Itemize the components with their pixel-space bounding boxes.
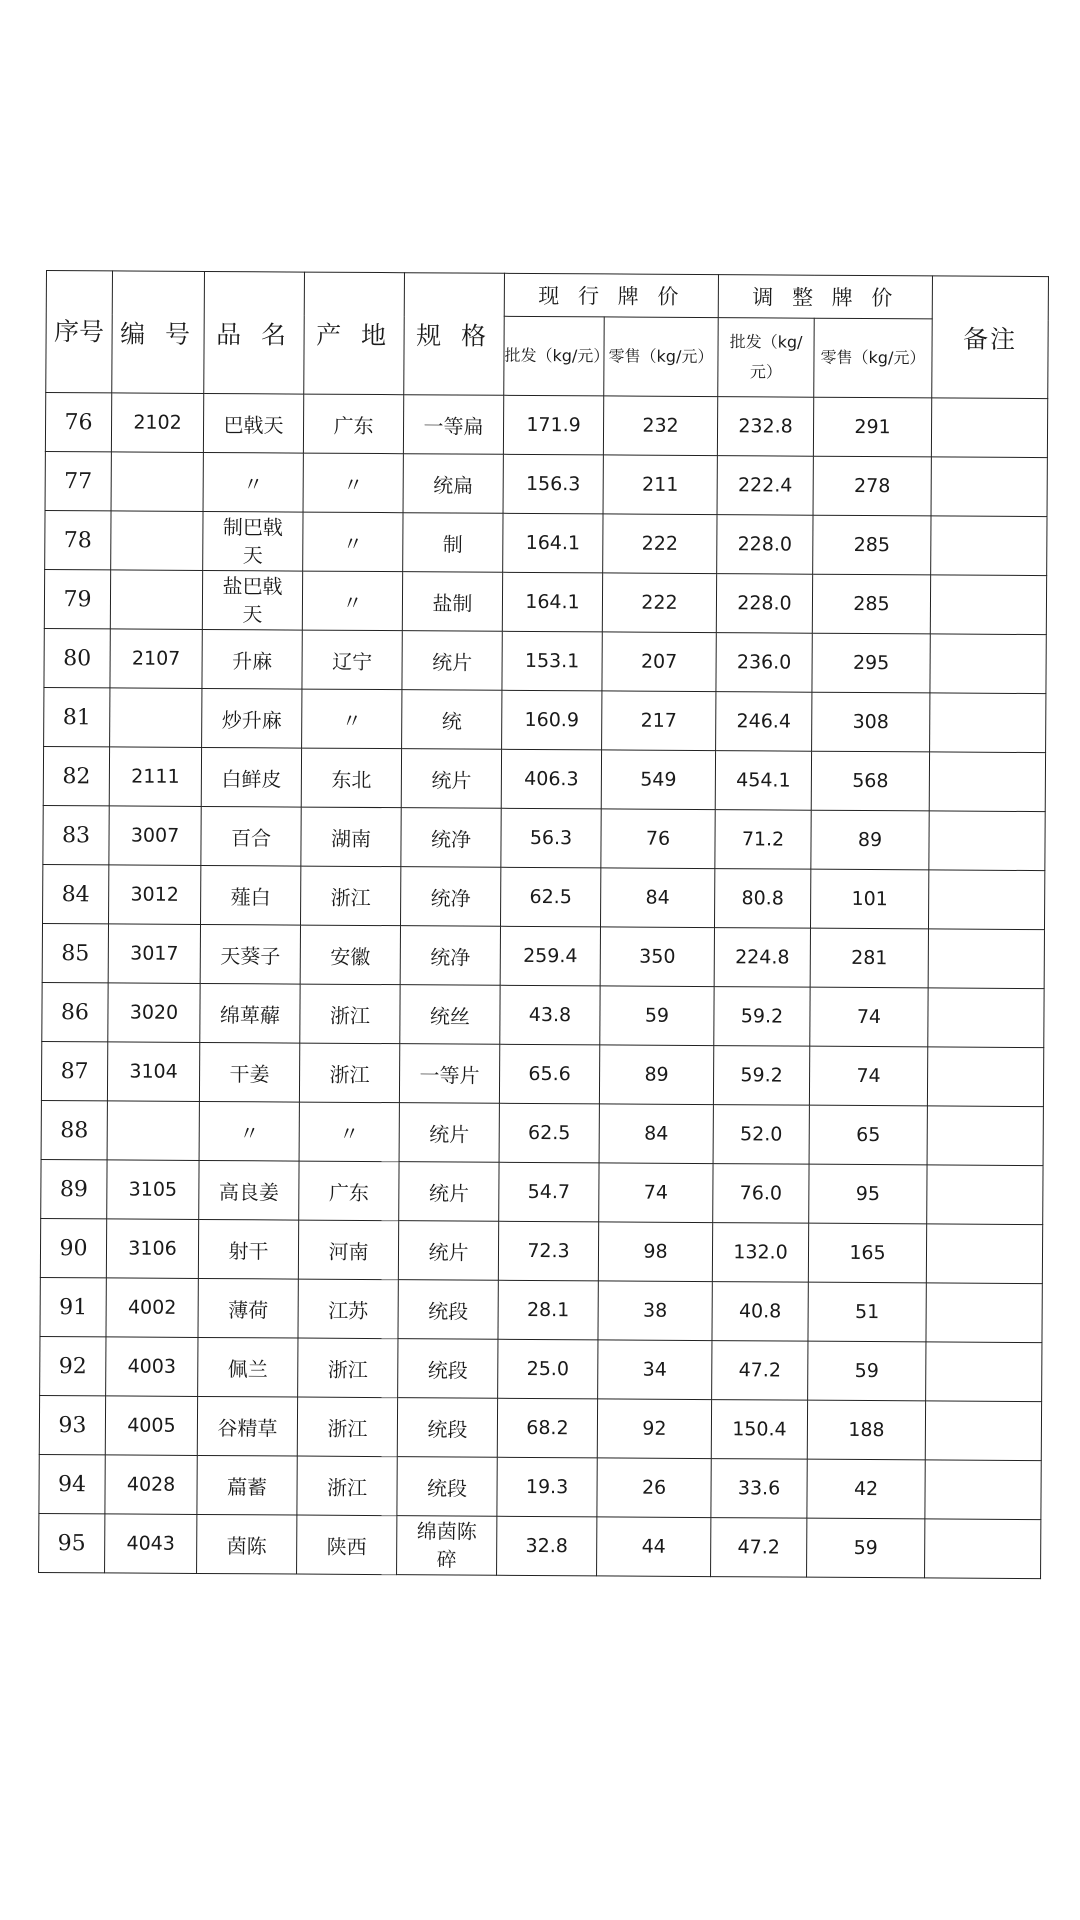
cell-current-retail: 92 bbox=[597, 1399, 711, 1459]
cell-name: 绵萆薢 bbox=[200, 983, 300, 1043]
table-row bbox=[41, 1100, 1043, 1165]
cell-seq: 92 bbox=[40, 1336, 106, 1395]
cell-adjusted-retail: 188 bbox=[807, 1400, 925, 1460]
cell-note bbox=[926, 1283, 1042, 1343]
cell-name: 射干 bbox=[198, 1219, 298, 1279]
cell-code: 4002 bbox=[106, 1278, 198, 1338]
cell-origin: 东北 bbox=[301, 748, 401, 808]
cell-spec: 统片 bbox=[399, 1103, 499, 1163]
cell-origin: 陕西 bbox=[297, 1515, 397, 1575]
cell-adjusted-retail: 74 bbox=[809, 1046, 927, 1106]
header-current-retail: 零售（kg/元） bbox=[604, 317, 718, 397]
cell-seq: 93 bbox=[39, 1395, 105, 1454]
cell-adjusted-wholesale: 132.0 bbox=[712, 1223, 808, 1283]
cell-adjusted-retail: 42 bbox=[807, 1459, 925, 1519]
cell-current-retail: 38 bbox=[598, 1281, 712, 1341]
cell-note bbox=[928, 870, 1044, 930]
cell-origin: 〃 bbox=[302, 689, 402, 749]
cell-note bbox=[930, 575, 1046, 635]
cell-current-retail: 222 bbox=[603, 514, 717, 574]
cell-adjusted-wholesale: 228.0 bbox=[717, 515, 813, 575]
cell-current-wholesale: 62.5 bbox=[499, 1103, 599, 1163]
cell-spec: 统段 bbox=[398, 1280, 498, 1340]
cell-spec: 统净 bbox=[401, 808, 501, 868]
table-row bbox=[43, 805, 1045, 870]
cell-current-retail: 74 bbox=[599, 1163, 713, 1223]
cell-spec: 统片 bbox=[401, 749, 501, 809]
cell-adjusted-retail: 101 bbox=[810, 869, 928, 929]
cell-current-wholesale: 65.6 bbox=[499, 1044, 599, 1104]
cell-code: 2111 bbox=[109, 747, 201, 807]
cell-spec: 统扁 bbox=[403, 454, 503, 514]
cell-current-wholesale: 19.3 bbox=[497, 1457, 597, 1517]
cell-note bbox=[930, 634, 1046, 694]
cell-seq: 90 bbox=[40, 1218, 106, 1277]
cell-name: 佩兰 bbox=[198, 1337, 298, 1397]
cell-adjusted-wholesale: 454.1 bbox=[715, 751, 811, 811]
cell-adjusted-retail: 285 bbox=[813, 515, 931, 575]
cell-current-retail: 34 bbox=[598, 1340, 712, 1400]
cell-note bbox=[928, 988, 1044, 1048]
cell-current-wholesale: 72.3 bbox=[498, 1221, 598, 1281]
cell-note bbox=[929, 811, 1045, 871]
cell-adjusted-retail: 65 bbox=[809, 1105, 927, 1165]
cell-note bbox=[927, 1106, 1043, 1166]
cell-current-retail: 222 bbox=[602, 573, 716, 633]
cell-origin: 浙江 bbox=[301, 866, 401, 926]
cell-adjusted-wholesale: 228.0 bbox=[716, 574, 812, 634]
header-current-price: 现 行 牌 价 bbox=[504, 273, 718, 317]
cell-name: 干姜 bbox=[199, 1042, 299, 1102]
cell-name: 萹蓄 bbox=[197, 1455, 297, 1515]
cell-adjusted-retail: 568 bbox=[811, 751, 929, 811]
cell-current-wholesale: 160.9 bbox=[502, 690, 602, 750]
cell-adjusted-wholesale: 40.8 bbox=[712, 1282, 808, 1342]
table-row bbox=[39, 1513, 1041, 1578]
cell-current-retail: 217 bbox=[602, 691, 716, 751]
header-row bbox=[46, 271, 1048, 320]
cell-adjusted-wholesale: 33.6 bbox=[711, 1459, 807, 1519]
header-adjusted-wholesale: 批发（kg/元） bbox=[718, 318, 814, 398]
cell-current-wholesale: 406.3 bbox=[501, 749, 601, 809]
cell-origin: 〃 bbox=[302, 571, 402, 631]
cell-code: 3105 bbox=[107, 1160, 199, 1220]
cell-current-wholesale: 171.9 bbox=[503, 395, 603, 455]
header-adjusted-retail: 零售（kg/元） bbox=[814, 318, 932, 398]
cell-current-wholesale: 62.5 bbox=[500, 867, 600, 927]
cell-current-wholesale: 164.1 bbox=[502, 572, 602, 632]
cell-current-retail: 84 bbox=[600, 868, 714, 928]
cell-seq: 88 bbox=[41, 1100, 107, 1159]
table-row bbox=[43, 864, 1045, 929]
cell-origin: 江苏 bbox=[298, 1279, 398, 1339]
cell-current-retail: 549 bbox=[601, 750, 715, 810]
cell-current-retail: 84 bbox=[599, 1104, 713, 1164]
cell-current-wholesale: 68.2 bbox=[497, 1398, 597, 1458]
cell-spec: 一等扁 bbox=[403, 395, 503, 455]
cell-seq: 77 bbox=[45, 451, 111, 510]
header-note: 备注 bbox=[932, 276, 1049, 399]
cell-seq: 80 bbox=[44, 628, 110, 687]
table-row bbox=[44, 569, 1046, 634]
cell-code bbox=[110, 688, 202, 748]
cell-code: 3106 bbox=[106, 1219, 198, 1279]
cell-current-retail: 59 bbox=[600, 986, 714, 1046]
cell-name: 薤白 bbox=[201, 865, 301, 925]
cell-adjusted-wholesale: 59.2 bbox=[714, 987, 810, 1047]
cell-current-retail: 207 bbox=[602, 632, 716, 692]
cell-current-wholesale: 56.3 bbox=[501, 808, 601, 868]
cell-spec: 统净 bbox=[401, 867, 501, 927]
header-code: 编 号 bbox=[112, 271, 205, 394]
cell-adjusted-wholesale: 224.8 bbox=[714, 928, 810, 988]
cell-spec: 绵茵陈 碎 bbox=[397, 1516, 497, 1576]
cell-code bbox=[111, 452, 203, 512]
cell-code: 3012 bbox=[109, 865, 201, 925]
cell-name: 茵陈 bbox=[197, 1514, 297, 1574]
cell-current-wholesale: 43.8 bbox=[500, 985, 600, 1045]
cell-adjusted-wholesale: 59.2 bbox=[713, 1046, 809, 1106]
cell-origin: 浙江 bbox=[297, 1456, 397, 1516]
cell-seq: 78 bbox=[45, 510, 111, 569]
cell-current-wholesale: 156.3 bbox=[503, 454, 603, 514]
cell-name: 薄荷 bbox=[198, 1278, 298, 1338]
cell-seq: 85 bbox=[42, 923, 108, 982]
cell-seq: 82 bbox=[43, 746, 109, 805]
cell-current-retail: 232 bbox=[603, 396, 717, 456]
cell-origin: 浙江 bbox=[298, 1338, 398, 1398]
cell-name: 高良姜 bbox=[199, 1160, 299, 1220]
table-row bbox=[39, 1395, 1041, 1460]
cell-origin: 〃 bbox=[299, 1102, 399, 1162]
table-row bbox=[41, 1041, 1043, 1106]
cell-origin: 广东 bbox=[303, 394, 403, 454]
cell-current-wholesale: 259.4 bbox=[500, 926, 600, 986]
header-seq: 序号 bbox=[46, 271, 113, 393]
cell-adjusted-wholesale: 80.8 bbox=[714, 869, 810, 929]
cell-code: 4005 bbox=[105, 1396, 197, 1456]
cell-name: 〃 bbox=[199, 1101, 299, 1161]
cell-current-retail: 76 bbox=[601, 809, 715, 869]
cell-spec: 统 bbox=[402, 690, 502, 750]
table-row bbox=[40, 1277, 1042, 1342]
cell-adjusted-wholesale: 76.0 bbox=[713, 1164, 809, 1224]
cell-origin: 浙江 bbox=[297, 1397, 397, 1457]
cell-name: 炒升麻 bbox=[202, 688, 302, 748]
cell-adjusted-retail: 95 bbox=[809, 1164, 927, 1224]
cell-current-retail: 89 bbox=[599, 1045, 713, 1105]
cell-current-wholesale: 164.1 bbox=[503, 513, 603, 573]
cell-note bbox=[929, 752, 1045, 812]
cell-note bbox=[925, 1519, 1041, 1579]
cell-adjusted-retail: 165 bbox=[808, 1223, 926, 1283]
cell-code: 4043 bbox=[105, 1514, 197, 1574]
cell-seq: 83 bbox=[43, 805, 109, 864]
cell-code: 2102 bbox=[111, 393, 203, 453]
cell-origin: 〃 bbox=[303, 512, 403, 572]
cell-current-retail: 211 bbox=[603, 455, 717, 515]
cell-code bbox=[110, 570, 202, 630]
cell-current-retail: 26 bbox=[597, 1458, 711, 1518]
cell-adjusted-retail: 59 bbox=[807, 1518, 925, 1578]
table-row bbox=[44, 687, 1046, 752]
table-row bbox=[42, 982, 1044, 1047]
cell-code: 3017 bbox=[108, 924, 200, 984]
cell-spec: 统丝 bbox=[400, 985, 500, 1045]
cell-name: 升麻 bbox=[202, 629, 302, 689]
header-name: 品 名 bbox=[204, 271, 305, 394]
cell-adjusted-retail: 59 bbox=[808, 1341, 926, 1401]
cell-seq: 86 bbox=[42, 982, 108, 1041]
cell-code: 3104 bbox=[107, 1042, 199, 1102]
cell-name: 制巴戟 天 bbox=[203, 511, 303, 571]
cell-code: 4028 bbox=[105, 1455, 197, 1515]
cell-origin: 〃 bbox=[303, 453, 403, 513]
cell-name: 百合 bbox=[201, 806, 301, 866]
cell-note bbox=[927, 1165, 1043, 1225]
cell-name: 天葵子 bbox=[200, 924, 300, 984]
cell-current-wholesale: 54.7 bbox=[499, 1162, 599, 1222]
cell-current-wholesale: 153.1 bbox=[502, 631, 602, 691]
cell-note bbox=[927, 1047, 1043, 1107]
cell-note bbox=[926, 1224, 1042, 1284]
cell-adjusted-retail: 308 bbox=[812, 692, 930, 752]
header-spec: 规 格 bbox=[404, 273, 505, 396]
cell-name: 盐巴戟 天 bbox=[202, 570, 302, 630]
table-row bbox=[45, 451, 1047, 516]
table-row bbox=[45, 393, 1047, 458]
cell-name: 巴戟天 bbox=[203, 393, 303, 453]
cell-adjusted-retail: 295 bbox=[812, 633, 930, 693]
cell-adjusted-retail: 89 bbox=[811, 810, 929, 870]
cell-note bbox=[931, 457, 1047, 517]
cell-adjusted-wholesale: 47.2 bbox=[712, 1341, 808, 1401]
cell-adjusted-wholesale: 71.2 bbox=[715, 810, 811, 870]
cell-adjusted-retail: 51 bbox=[808, 1282, 926, 1342]
cell-spec: 制 bbox=[403, 513, 503, 573]
table-row bbox=[45, 510, 1047, 575]
cell-seq: 76 bbox=[45, 393, 111, 452]
cell-current-retail: 350 bbox=[600, 927, 714, 987]
cell-origin: 安徽 bbox=[300, 925, 400, 985]
cell-adjusted-wholesale: 52.0 bbox=[713, 1105, 809, 1165]
table-row bbox=[39, 1454, 1041, 1519]
cell-spec: 一等片 bbox=[399, 1044, 499, 1104]
cell-seq: 79 bbox=[44, 569, 110, 628]
cell-seq: 87 bbox=[41, 1041, 107, 1100]
cell-code: 4003 bbox=[106, 1337, 198, 1397]
cell-spec: 统片 bbox=[402, 631, 502, 691]
cell-adjusted-wholesale: 246.4 bbox=[716, 692, 812, 752]
cell-name: 谷精草 bbox=[197, 1396, 297, 1456]
header-origin: 产 地 bbox=[304, 272, 405, 395]
cell-code: 3007 bbox=[109, 806, 201, 866]
cell-adjusted-retail: 285 bbox=[812, 574, 930, 634]
cell-spec: 统段 bbox=[398, 1339, 498, 1399]
cell-current-wholesale: 32.8 bbox=[497, 1516, 597, 1576]
cell-adjusted-retail: 281 bbox=[810, 928, 928, 988]
cell-note bbox=[925, 1460, 1041, 1520]
cell-seq: 89 bbox=[41, 1159, 107, 1218]
table-row bbox=[41, 1159, 1043, 1224]
cell-spec: 统片 bbox=[398, 1221, 498, 1281]
cell-adjusted-retail: 74 bbox=[810, 987, 928, 1047]
cell-name: 白鲜皮 bbox=[201, 747, 301, 807]
table-row bbox=[42, 923, 1044, 988]
cell-current-retail: 44 bbox=[597, 1517, 711, 1577]
cell-adjusted-wholesale: 47.2 bbox=[711, 1518, 807, 1578]
cell-adjusted-wholesale: 232.8 bbox=[717, 397, 813, 457]
cell-spec: 盐制 bbox=[402, 572, 502, 632]
cell-adjusted-wholesale: 150.4 bbox=[711, 1400, 807, 1460]
cell-spec: 统净 bbox=[400, 926, 500, 986]
cell-spec: 统片 bbox=[399, 1162, 499, 1222]
cell-note bbox=[928, 929, 1044, 989]
cell-current-retail: 98 bbox=[598, 1222, 712, 1282]
cell-adjusted-retail: 291 bbox=[813, 397, 931, 457]
cell-adjusted-retail: 278 bbox=[813, 456, 931, 516]
cell-origin: 浙江 bbox=[299, 1043, 399, 1103]
cell-adjusted-wholesale: 222.4 bbox=[717, 456, 813, 516]
cell-code: 2107 bbox=[110, 629, 202, 689]
cell-origin: 河南 bbox=[298, 1220, 398, 1280]
cell-spec: 统段 bbox=[397, 1457, 497, 1517]
cell-note bbox=[931, 516, 1047, 576]
cell-note bbox=[926, 1342, 1042, 1402]
cell-code bbox=[107, 1101, 199, 1161]
cell-current-wholesale: 25.0 bbox=[498, 1339, 598, 1399]
table-row bbox=[43, 746, 1045, 811]
cell-code: 3020 bbox=[108, 983, 200, 1043]
cell-note bbox=[931, 398, 1047, 458]
table-row bbox=[40, 1218, 1042, 1283]
cell-seq: 91 bbox=[40, 1277, 106, 1336]
cell-name: 〃 bbox=[203, 452, 303, 512]
cell-note bbox=[925, 1401, 1041, 1461]
cell-note bbox=[930, 693, 1046, 753]
cell-spec: 统段 bbox=[397, 1398, 497, 1458]
cell-seq: 94 bbox=[39, 1454, 105, 1513]
cell-current-wholesale: 28.1 bbox=[498, 1280, 598, 1340]
cell-origin: 辽宁 bbox=[302, 630, 402, 690]
header-adjusted-price: 调 整 牌 价 bbox=[718, 275, 932, 319]
cell-origin: 广东 bbox=[299, 1161, 399, 1221]
cell-origin: 湖南 bbox=[301, 807, 401, 867]
cell-seq: 95 bbox=[39, 1513, 105, 1572]
cell-code bbox=[111, 511, 203, 571]
price-table bbox=[38, 270, 1049, 1579]
table-row bbox=[40, 1336, 1042, 1401]
header-current-wholesale: 批发（kg/元） bbox=[504, 316, 604, 396]
cell-origin: 浙江 bbox=[300, 984, 400, 1044]
cell-seq: 81 bbox=[44, 687, 110, 746]
table-row bbox=[44, 628, 1046, 693]
cell-adjusted-wholesale: 236.0 bbox=[716, 633, 812, 693]
cell-seq: 84 bbox=[43, 864, 109, 923]
